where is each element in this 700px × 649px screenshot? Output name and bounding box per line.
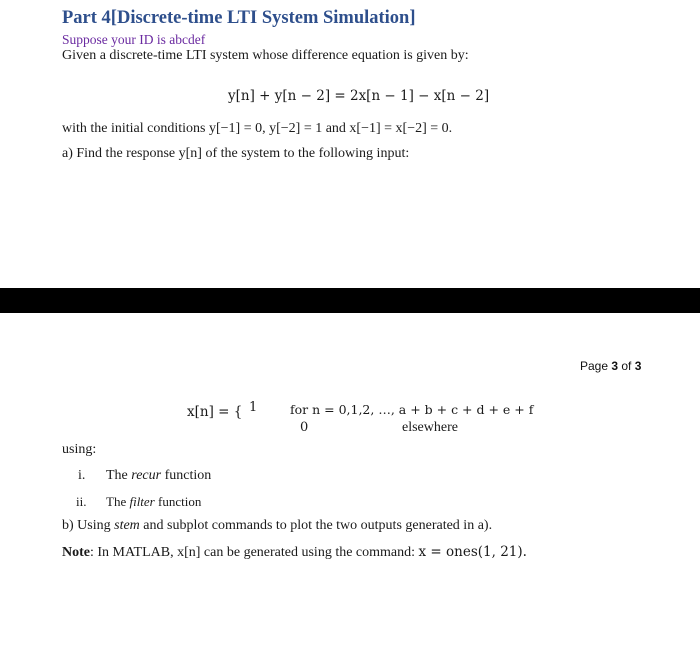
case2-condition: elsewhere xyxy=(402,420,458,435)
part-a: a) Find the response y[n] of the system to the following input: xyxy=(62,146,410,161)
matlab-note: Note: In MATLAB, x[n] can be generated using the command: x = ones(1, 21). xyxy=(62,544,527,560)
case1-condition: for n = 0,1,2, …, a + b + c + d + e + f xyxy=(290,402,534,417)
page-number: Page 3 of 3 xyxy=(580,359,642,373)
redaction-band xyxy=(0,288,700,313)
method-filter: The filter function xyxy=(106,494,202,509)
method-i-num: i. xyxy=(78,468,86,483)
page-title: Part 4[Discrete-time LTI System Simulation] xyxy=(62,8,416,28)
part-b: b) Using stem and subplot commands to plot the two outputs generated in a). xyxy=(62,518,493,533)
difference-equation: y[n] + y[n − 2] = 2x[n − 1] − x[n − 2] xyxy=(228,88,490,104)
method-recur: The recur function xyxy=(106,468,212,483)
initial-conditions: with the initial conditions y[−1] = 0, y[−2] = 1 and x[−1] = x[−2] = 0. xyxy=(62,121,453,136)
method-ii-num: ii. xyxy=(76,494,87,509)
id-note: Suppose your ID is abcdef xyxy=(62,32,206,47)
case1-value: 1 xyxy=(249,400,258,415)
case2-value: 0 xyxy=(300,420,309,435)
intro-text: Given a discrete-time LTI system whose difference equation is given by: xyxy=(62,48,469,63)
input-lhs: x[n] = { xyxy=(187,404,243,420)
using-label: using: xyxy=(62,442,97,457)
